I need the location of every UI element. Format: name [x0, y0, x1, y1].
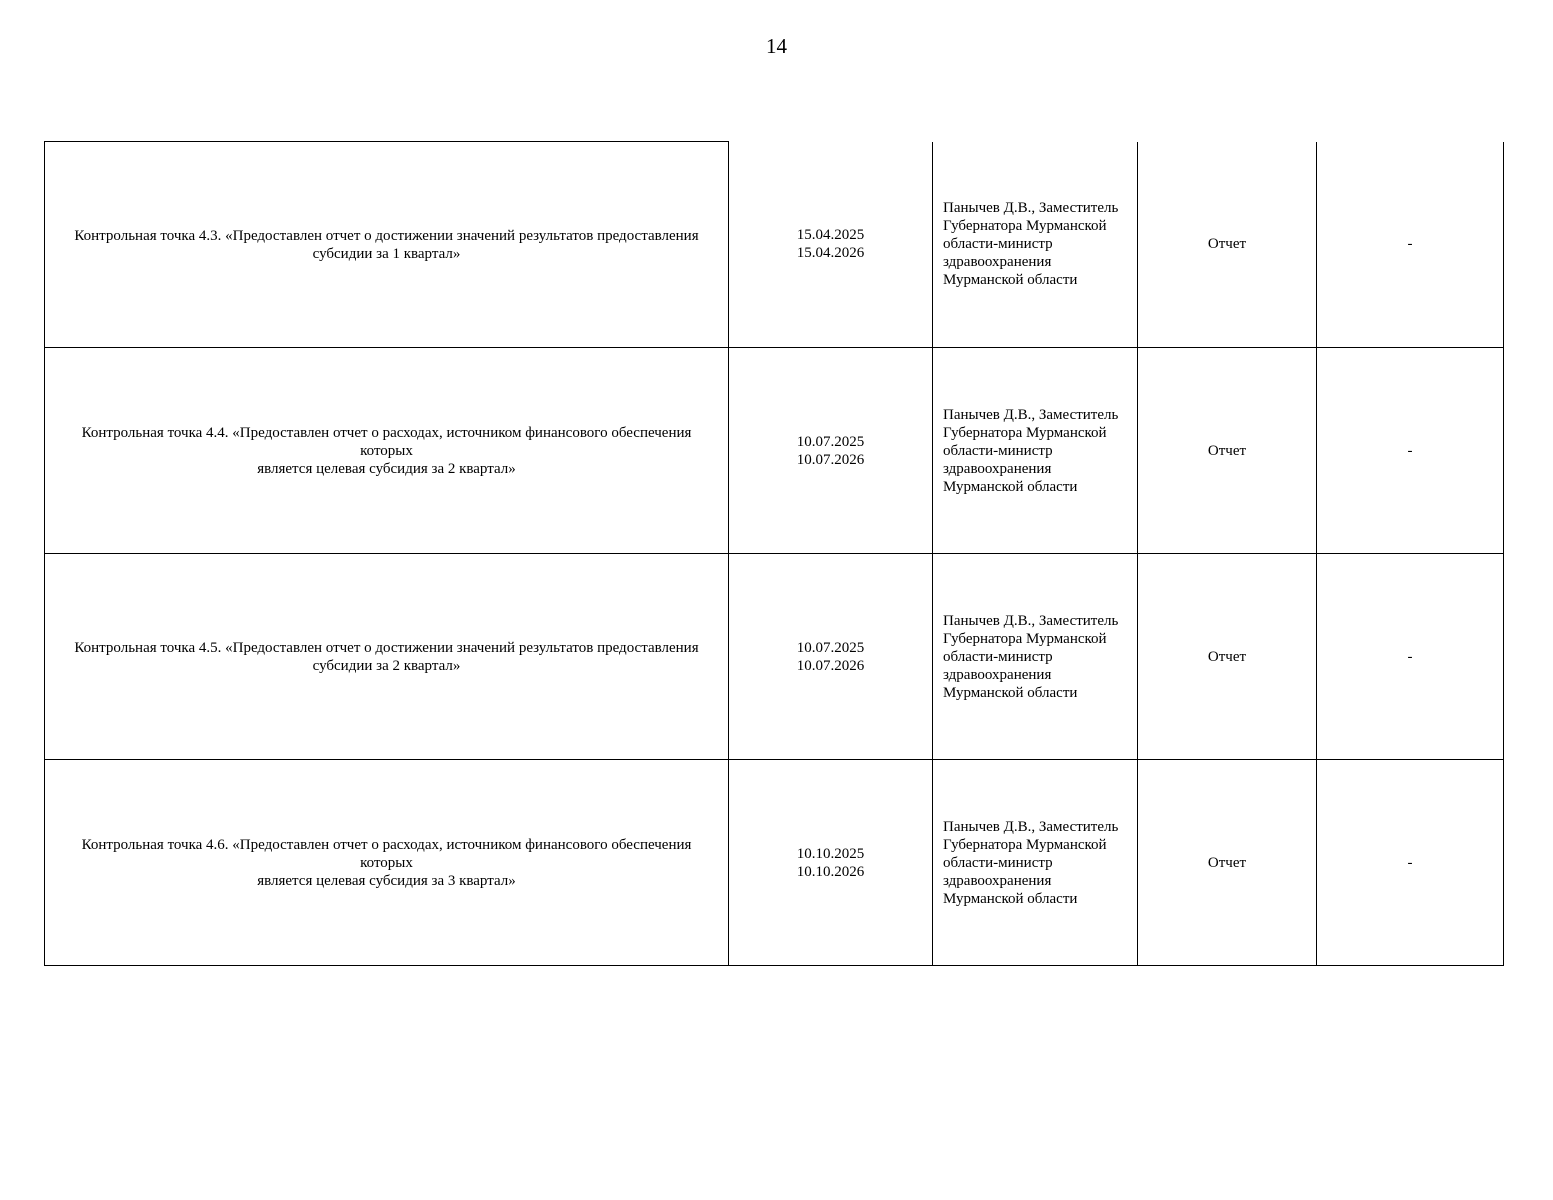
responsible-line: области-министр	[943, 648, 1053, 665]
deadline-cell	[729, 348, 933, 554]
table-body	[45, 142, 1504, 966]
responsible-line: Панычев Д.В., Заместитель	[943, 818, 1119, 835]
control-point-name-line: которых	[360, 854, 413, 871]
responsible-line: здравоохранения	[943, 666, 1052, 683]
deadline-date: 10.10.2025	[796, 845, 865, 862]
control-point-name-line: Контрольная точка 4.3. «Предоставлен отчет о достижении значений результатов предоставления	[74, 227, 699, 244]
responsible-cell	[933, 142, 1138, 348]
responsible-line: здравоохранения	[943, 872, 1052, 889]
table-row	[45, 348, 1504, 554]
responsible-line: Мурманской области	[943, 478, 1078, 495]
responsible-line: Губернатора Мурманской	[943, 424, 1107, 441]
document-type-cell: Отчет	[1138, 554, 1317, 760]
responsible-line: здравоохранения	[943, 254, 1052, 271]
note-cell: -	[1317, 142, 1504, 348]
responsible-line: Мурманской области	[943, 684, 1078, 701]
responsible-cell	[933, 760, 1138, 966]
control-point-name-line: Контрольная точка 4.4. «Предоставлен отчет о расходах, источником финансового обеспечения	[81, 424, 692, 441]
page-number: 14	[766, 34, 787, 58]
responsible-cell	[933, 348, 1138, 554]
note-cell: -	[1317, 760, 1504, 966]
deadline-date: 15.04.2025	[796, 227, 865, 244]
document-type-cell: Отчет	[1138, 760, 1317, 966]
responsible-line: Губернатора Мурманской	[943, 218, 1107, 235]
responsible-line: Губернатора Мурманской	[943, 630, 1107, 647]
note-cell: -	[1317, 554, 1504, 760]
deadline-date: 10.10.2026	[796, 863, 865, 880]
responsible-line: области-министр	[943, 442, 1053, 459]
control-point-name-cell	[45, 142, 729, 348]
table-row	[45, 554, 1504, 760]
deadline-date: 15.04.2026	[796, 245, 865, 262]
control-point-name-line: является целевая субсидия за 2 квартал»	[257, 460, 516, 477]
deadline-date: 10.07.2025	[796, 639, 865, 656]
deadline-cell	[729, 760, 933, 966]
deadline-date: 10.07.2026	[796, 657, 865, 674]
responsible-cell	[933, 554, 1138, 760]
deadline-date: 10.07.2025	[796, 433, 865, 450]
responsible-line: Губернатора Мурманской	[943, 836, 1107, 853]
deadline-date: 10.07.2026	[796, 451, 865, 468]
control-point-name-cell	[45, 554, 729, 760]
control-point-name-cell	[45, 760, 729, 966]
table-row	[45, 760, 1504, 966]
responsible-line: Панычев Д.В., Заместитель	[943, 406, 1119, 423]
deadline-cell	[729, 554, 933, 760]
document-type-cell: Отчет	[1138, 348, 1317, 554]
responsible-line: Мурманской области	[943, 890, 1078, 907]
control-points-table	[44, 141, 1504, 966]
responsible-line: здравоохранения	[943, 460, 1052, 477]
control-point-name-line: которых	[360, 442, 413, 459]
deadline-cell	[729, 142, 933, 348]
responsible-line: области-министр	[943, 854, 1053, 871]
control-point-name-line: Контрольная точка 4.6. «Предоставлен отчет о расходах, источником финансового обеспечения	[81, 836, 692, 853]
responsible-line: Панычев Д.В., Заместитель	[943, 612, 1119, 629]
responsible-line: Панычев Д.В., Заместитель	[943, 200, 1119, 217]
control-point-name-line: Контрольная точка 4.5. «Предоставлен отчет о достижении значений результатов предоставления	[74, 639, 699, 656]
control-point-name-cell	[45, 348, 729, 554]
document-type-cell: Отчет	[1138, 142, 1317, 348]
note-cell: -	[1317, 348, 1504, 554]
control-point-name-line: субсидии за 2 квартал»	[312, 657, 461, 674]
responsible-line: Мурманской области	[943, 272, 1078, 289]
control-point-name-line: является целевая субсидия за 3 квартал»	[257, 872, 516, 889]
table-row	[45, 142, 1504, 348]
control-point-name-line: субсидии за 1 квартал»	[312, 245, 461, 262]
responsible-line: области-министр	[943, 236, 1053, 253]
